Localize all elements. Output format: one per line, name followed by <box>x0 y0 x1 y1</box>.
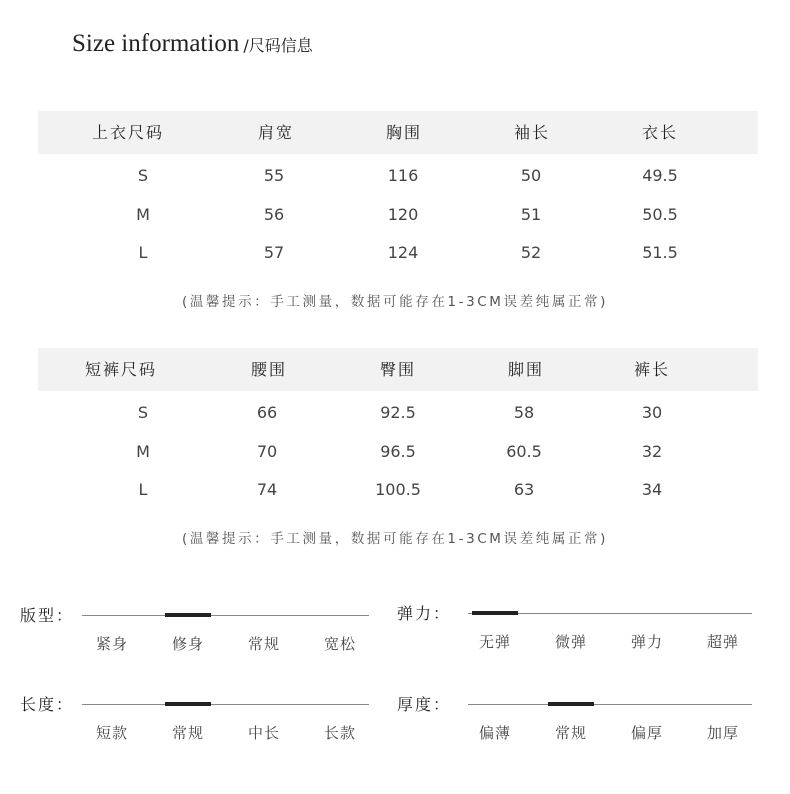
length-scale-line <box>82 704 369 705</box>
cell-size: L <box>138 480 148 499</box>
fit-option: 宽松 <box>323 635 357 653</box>
elasticity-option: 无弹 <box>478 633 512 651</box>
cell-hip: 92.5 <box>380 403 416 422</box>
table-row <box>38 234 758 273</box>
header-shorts-size: 短裤尺码 <box>84 360 158 379</box>
cell-pants-length: 34 <box>641 480 663 499</box>
fit-option: 修身 <box>171 635 205 653</box>
page-title <box>72 30 313 58</box>
cell-waist: 70 <box>256 441 278 461</box>
thickness-scale-line <box>468 704 752 705</box>
top-size-table <box>38 111 758 273</box>
length-option: 常规 <box>171 724 205 742</box>
thickness-scale <box>395 692 790 752</box>
header-sleeve: 袖长 <box>513 123 551 142</box>
cell-chest: 124 <box>387 243 419 262</box>
table-row <box>38 196 758 235</box>
title-english: Size information <box>72 30 240 57</box>
length-option: 短款 <box>95 724 129 742</box>
cell-shoulder: 57 <box>263 243 285 262</box>
table-row <box>38 471 758 510</box>
fit-scale-line <box>82 615 369 616</box>
cell-hip: 96.5 <box>380 441 416 461</box>
cell-size: S <box>137 403 149 422</box>
table-row <box>38 157 758 196</box>
cell-size: L <box>138 243 148 262</box>
cell-chest: 116 <box>387 166 419 185</box>
header-leg-opening: 脚围 <box>507 360 545 379</box>
thickness-option: 常规 <box>554 724 588 742</box>
cell-waist: 66 <box>256 403 278 422</box>
cell-shoulder: 55 <box>263 166 285 185</box>
length-option: 长款 <box>323 724 357 742</box>
elasticity-scale-marker <box>472 611 518 615</box>
header-waist: 腰围 <box>250 360 288 379</box>
shorts-table-header <box>38 348 758 391</box>
measurement-note: (温馨提示：手工测量，数据可能存在1-3CM误差纯属正常) <box>181 531 609 547</box>
top-table-header <box>38 111 758 154</box>
cell-length: 50.5 <box>642 204 678 224</box>
cell-leg-opening: 60.5 <box>506 441 542 461</box>
cell-hip: 100.5 <box>375 480 421 499</box>
cell-length: 49.5 <box>642 166 678 185</box>
header-top-size: 上衣尺码 <box>91 123 165 142</box>
elasticity-option: 微弹 <box>554 633 588 651</box>
cell-sleeve: 50 <box>520 166 542 185</box>
length-label: 长度： <box>20 695 75 714</box>
length-scale <box>0 692 395 752</box>
table-row <box>38 433 758 472</box>
header-pants-length: 裤长 <box>633 360 671 379</box>
thickness-scale-marker <box>548 702 594 706</box>
fit-option: 紧身 <box>95 635 129 653</box>
fit-scale-marker <box>165 613 211 617</box>
thickness-option: 加厚 <box>706 724 740 742</box>
cell-leg-opening: 63 <box>513 480 535 499</box>
measurement-note: (温馨提示：手工测量，数据可能存在1-3CM误差纯属正常) <box>181 294 609 310</box>
header-chest: 胸围 <box>385 123 423 142</box>
cell-chest: 120 <box>387 204 419 224</box>
thickness-option: 偏薄 <box>478 724 512 742</box>
length-option: 中长 <box>247 724 281 742</box>
length-scale-marker <box>165 702 211 706</box>
cell-shoulder: 56 <box>263 204 285 224</box>
elasticity-label: 弹力： <box>397 604 452 623</box>
thickness-option: 偏厚 <box>630 724 664 742</box>
cell-size: M <box>136 204 150 224</box>
shorts-size-table <box>38 348 758 510</box>
cell-length: 51.5 <box>642 243 678 262</box>
fit-label: 版型： <box>20 606 75 625</box>
fit-scale <box>0 603 395 663</box>
cell-sleeve: 52 <box>520 243 542 262</box>
header-shoulder: 肩宽 <box>257 123 295 142</box>
fit-option: 常规 <box>247 635 281 653</box>
header-length: 衣长 <box>641 123 679 142</box>
title-chinese: /尺码信息 <box>243 36 313 55</box>
elasticity-option: 超弹 <box>706 633 740 651</box>
cell-leg-opening: 58 <box>513 403 535 422</box>
cell-pants-length: 30 <box>641 403 663 422</box>
table-row <box>38 394 758 433</box>
thickness-label: 厚度： <box>397 695 452 714</box>
cell-sleeve: 51 <box>520 204 542 224</box>
cell-pants-length: 32 <box>641 441 663 461</box>
cell-waist: 74 <box>256 480 278 499</box>
elasticity-option: 弹力 <box>630 633 664 651</box>
cell-size: M <box>136 441 150 461</box>
cell-size: S <box>137 166 149 185</box>
elasticity-scale <box>395 601 790 661</box>
header-hip: 臀围 <box>379 360 417 379</box>
